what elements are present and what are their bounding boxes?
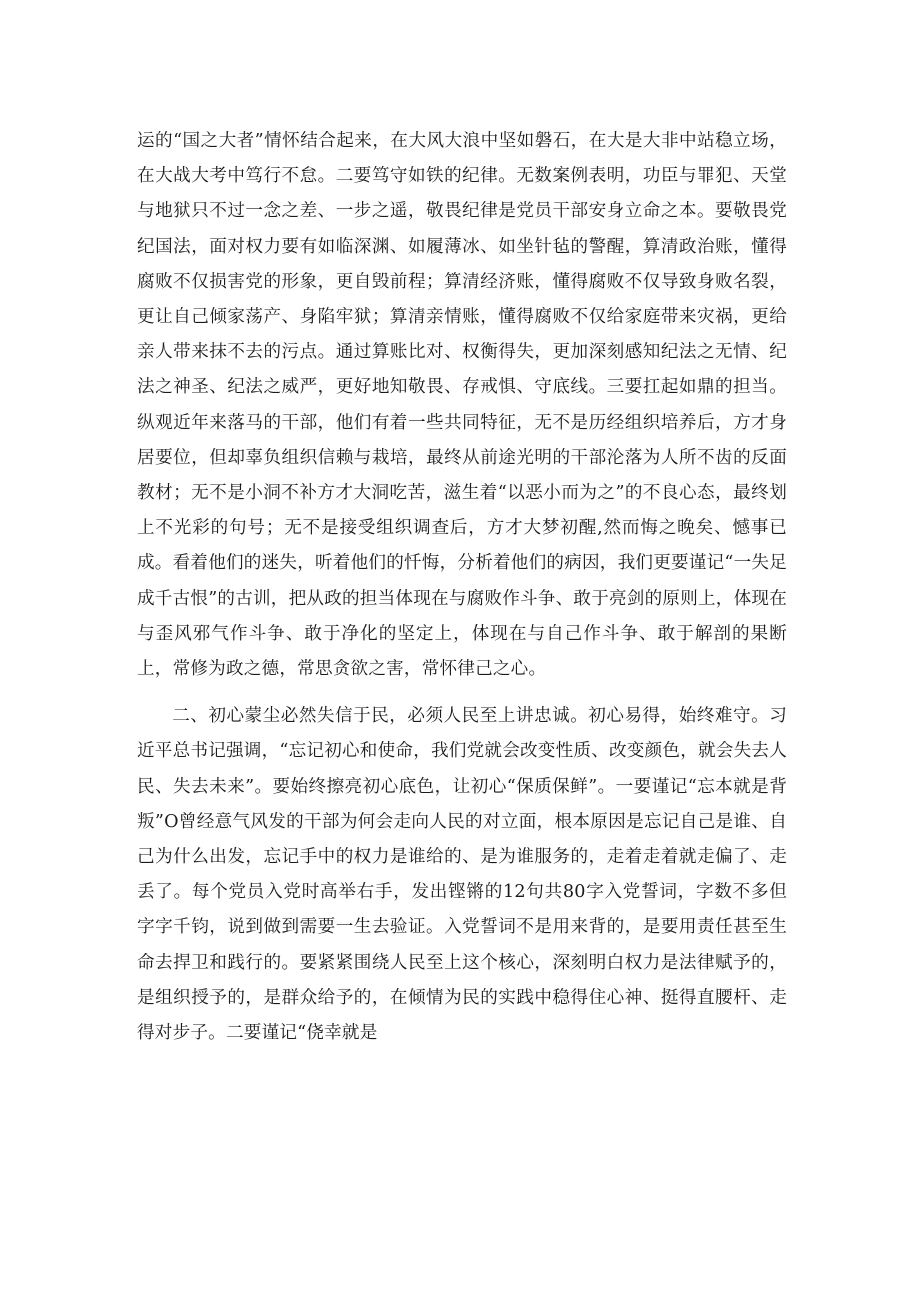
paragraph-discipline-and-responsibility: 运的“国之大者”情怀结合起来，在大风大浪中坚如磐石，在大是大非中站稳立场，在大战大考中笃行不怠。二要笃守如铁的纪律。无数案例表明，功臣与罪犯、天堂与地狱只不过一念之差、一步之遥，敬畏纪律是党员干部安身立命之本。要敬畏党纪国法，面对权力要有如临深渊、如履薄冰、如坐针毡的警醒，算清政治账，懂得腐败不仅损害党的形象，更自毁前程；算清经济账，懂得腐败不仅导致身败名裂，更让自己倾家荡产、身陷牢狱；算清亲情账，懂得腐败不仅给家庭带来灾祸，更给亲人带来抹不去的污点。通过算账比对、权衡得失，更加深刻感知纪法之无情、纪法之神圣、纪法之威严，更好地知敬畏、存戒惧、守底线。三要扛起如鼎的担当。纵观近年来落马的干部，他们有着一些共同特征，无不是历经组织培养后，方才身居要位，但却辜负组织信赖与栽培，最终从前途光明的干部沦落为人所不齿的反面教材；无不是小洞不补方才大洞吃苦，滋生着“以恶小而为之”的不良心态，最终划上不光彩的句号；无不是接受组织调查后，方才大梦初醒,然而悔之晚矣、憾事已成。看着他们的迷失，听着他们的忏悔，分析着他们的病因，我们更要谨记“一失足成千古恨”的古训，把从政的担当体现在与腐败作斗争、敢于亮剑的原则上，体现在与歪风邪气作斗争、敢于净化的坚定上，体现在与自己作斗争、敢于解剖的果断上，常修为政之德，常思贪欲之害，常怀律己之心。 — [137, 131, 787, 680]
document-body — [137, 124, 787, 1051]
paragraph-original-aspiration: 二、初心蒙尘必然失信于民，必须人民至上讲忠诚。初心易得，始终难守。习近平总书记强调，“忘记初心和使命，我们党就会改变性质、改变颜色，就会失去人民、失去未来”。要始终擦亮初心底色，让初心“保质保鲜”。一要谨记“忘本就是背叛”O曾经意气风发的干部为何会走向人民的对立面，根本原因是忘记自己是谁、自己为什么出发，忘记手中的权力是谁给的、是为谁服务的，走着走着就走偏了、走丢了。每个党员入党时高举右手，发出铿锵的12句共80字入党誓词，字数不多但字字千钧，说到做到需要一生去验证。入党誓词不是用来背的，是要用责任甚至生命去捍卫和践行的。要紧紧围绕人民至上这个核心，深刻明白权力是法律赋予的，是组织授予的，是群众给予的，在倾情为民的实践中稳得住心神、挺得直腰杆、走得对步子。二要谨记“侥幸就是 — [137, 706, 787, 1044]
